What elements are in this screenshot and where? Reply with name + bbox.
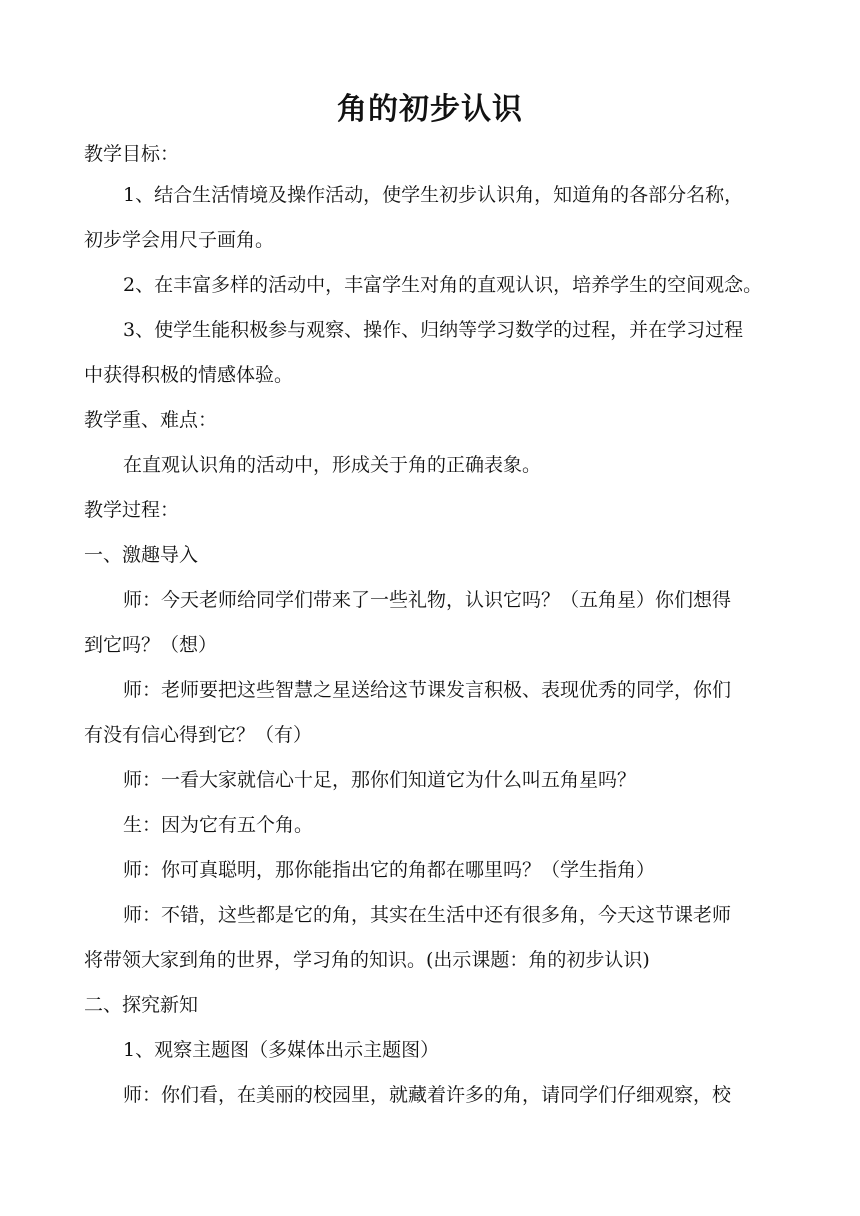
dialogue-6-line-2: 将带领大家到角的世界，学习角的知识。(出示课题：角的初步认识) (84, 949, 650, 971)
dialogue-2-line-1: 师：老师要把这些智慧之星送给这节课发言积极、表现优秀的同学，你们 (123, 679, 732, 701)
dialogue-6-line-1: 师：不错，这些都是它的角，其实在生活中还有很多角，今天这节课老师 (123, 904, 732, 926)
heading-key-points: 教学重、难点： (84, 409, 218, 431)
heading-teaching-process: 教学过程： (84, 499, 180, 521)
subsection-observe-heading: 1、观察主题图（多媒体出示主题图） (123, 1039, 440, 1061)
dialogue-1-line-2: 到它吗？（想） (84, 634, 218, 656)
goal-3-line-1: 3、使学生能积极参与观察、操作、归纳等学习数学的过程，并在学习过程 (123, 319, 744, 341)
section-1-heading: 一、激趣导入 (84, 544, 199, 566)
dialogue-2-line-2: 有没有信心得到它？（有） (84, 724, 313, 746)
goal-1-line-2: 初步学会用尺子画角。 (84, 229, 275, 251)
dialogue-4: 生：因为它有五个角。 (123, 814, 314, 836)
section-2-heading: 二、探究新知 (84, 994, 199, 1016)
goal-1-line-1: 1、结合生活情境及操作活动，使学生初步认识角，知道角的各部分名称， (123, 184, 744, 206)
dialogue-7: 师：你们看，在美丽的校园里，就藏着许多的角，请同学们仔细观察，校 (123, 1084, 732, 1106)
dialogue-3: 师：一看大家就信心十足，那你们知道它为什么叫五角星吗？ (123, 769, 637, 791)
goal-2: 2、在丰富多样的活动中，丰富学生对角的直观认识，培养学生的空间观念。 (123, 274, 763, 296)
dialogue-1-line-1: 师：今天老师给同学们带来了一些礼物，认识它吗？（五角星）你们想得 (123, 589, 732, 611)
goal-3-line-2: 中获得积极的情感体验。 (84, 364, 294, 386)
heading-teaching-goals: 教学目标： (84, 143, 180, 165)
document-title: 角的初步认识 (337, 92, 523, 127)
key-points-text: 在直观认识角的活动中，形成关于角的正确表象。 (123, 454, 542, 476)
dialogue-5: 师：你可真聪明，那你能指出它的角都在哪里吗？（学生指角） (123, 859, 656, 881)
